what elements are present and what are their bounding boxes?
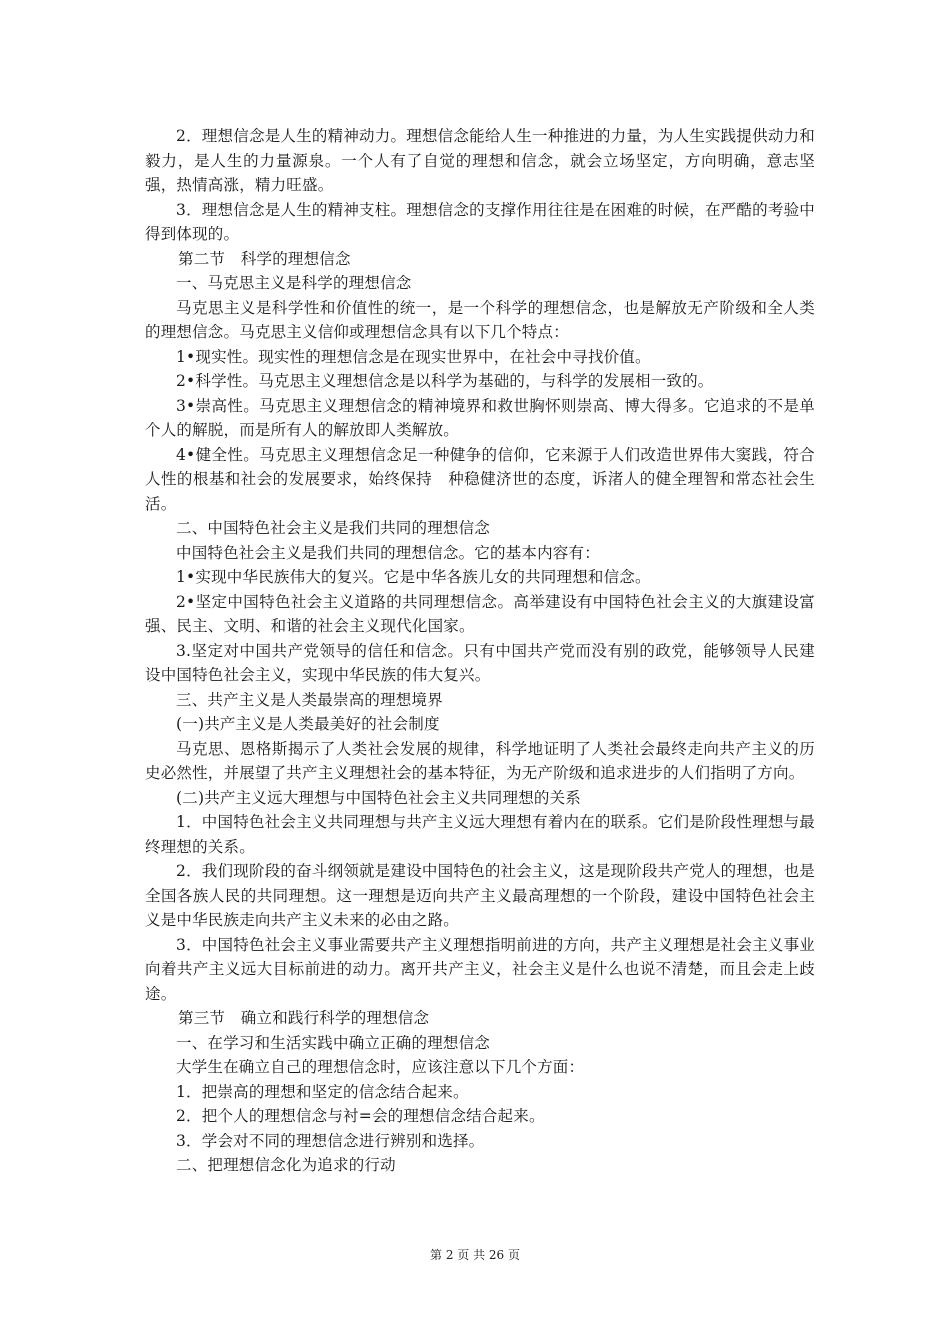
section-title: 第三节 确立和践行科学的理想信念: [178, 1009, 430, 1027]
body-paragraph: 2•科学性。马克思主义理想信念是以科学为基础的，与科学的发展相一致的。: [176, 372, 714, 390]
body-paragraph: 3.坚定对中国共产党领导的信任和信念。只有中国共产党而没有别的政党，能够领导人民建设中国特色社会主义，实现中华民族的伟大复兴。: [145, 641, 815, 684]
body-paragraph: 1•现实性。现实性的理想信念是在现实世界中，在社会中寻找价值。: [176, 347, 651, 366]
body-paragraph: 1•实现中华民族伟大的复兴。它是中华各族儿女的共同理想和信念。: [176, 568, 651, 586]
body-paragraph: 2．把个人的理想信念与衬=会的理想信念结合起来。: [176, 1107, 545, 1125]
subheading: 一、在学习和生活实践中确立正确的理想信念: [176, 1033, 491, 1052]
body-paragraph: 2•坚定中国特色社会主义道路的共同理想信念。高举建设有中国特色社会主义的大旗建设富强、民主、文明、和谐的社会主义现代化国家。: [145, 592, 815, 635]
section-title: 第二节 科学的理想信念: [178, 249, 351, 268]
body-paragraph: 马克思主义是科学性和价值性的统一，是一个科学的理想信念，也是解放无产阶级和全人类的理想信念。马克思主义信仰或理想信念具有以下几个特点：: [145, 298, 815, 341]
body-paragraph: 2．理想信念是人生的精神动力。理想信念能给人生一种推进的力量，为人生实践提供动力和毅力，是人生的力量源泉。一个人有了自觉的理想和信念，就会立场坚定，方向明确，意志坚强，热情高涨，精力旺盛。: [145, 127, 815, 194]
subheading: 二、把理想信念化为追求的行动: [176, 1156, 396, 1174]
subheading: 一、马克思主义是科学的理想信念: [176, 274, 412, 292]
body-paragraph: 4•健全性。马克思主义理想信念足一种健争的信仰，它来源于人们改造世界伟大窦践，符合人性的根基和社会的发展要求，始终保持 种稳健济世的态度，诉渚人的健全理智和常态社会生活。: [145, 445, 815, 513]
body-paragraph: 大学生在确立自己的理想信念时，应该注意以下几个方面：: [176, 1058, 585, 1076]
subheading: (二)共产主义远大理想与中国特色社会主义共同理想的关系: [176, 788, 581, 807]
subheading: 三、共产主义是人类最崇高的理想境界: [176, 690, 443, 709]
body-paragraph: 1．中国特色社会主义共同理想与共产主义远大理想有着内在的联系。它们是阶段性理想与最终理想的关系。: [145, 813, 815, 856]
body-paragraph: 3•崇高性。马克思主义理想信念的精神境界和救世胸怀则崇高、博大得多。它追求的不是单个人的解脱，而是所有人的解放即人类解放。: [145, 396, 815, 439]
body-paragraph: 马克思、恩格斯揭示了人类社会发展的规律，科学地证明了人类社会最终走向共产主义的历史必然性，并展望了共产主义理想社会的基本特征，为无产阶级和追求进步的人们指明了方向。: [145, 739, 815, 782]
subheading: (一)共产主义是人类最美好的社会制度: [176, 715, 440, 733]
page-footer: 第 2 页 共 26 页: [430, 1248, 520, 1262]
body-paragraph: 3．中国特色社会主义事业需要共产主义理想指明前进的方向，共产主义理想是社会主义事业向着共产主义远大目标前进的动力。离开共产主义，社会主义是什么也说不清楚，而且会走上歧途。: [145, 935, 815, 1003]
document-body: [145, 124, 815, 1178]
body-paragraph: 3．理想信念是人生的精神支柱。理想信念的支撑作用往往是在困难的时候，在严酷的考验中得到体现的。: [145, 200, 815, 243]
subheading: 二、中国特色社会主义是我们共同的理想信念: [176, 519, 491, 537]
body-paragraph: 3．学会对不同的理想信念进行辨别和选择。: [176, 1131, 485, 1150]
body-paragraph: 中国特色社会主义是我们共同的理想信念。它的基本内容有：: [176, 543, 600, 562]
body-paragraph: 2．我们现阶段的奋斗纲领就是建设中国特色的社会主义，这是现阶段共产党人的理想，也是全国各族人民的共同理想。这一理想是迈向共产主义最高理想的一个阶段，建设中国特色社会主义是中华民族走向共产主义未来的必由之路。: [145, 862, 815, 929]
body-paragraph: 1．把崇高的理想和坚定的信念结合起来。: [176, 1082, 469, 1101]
